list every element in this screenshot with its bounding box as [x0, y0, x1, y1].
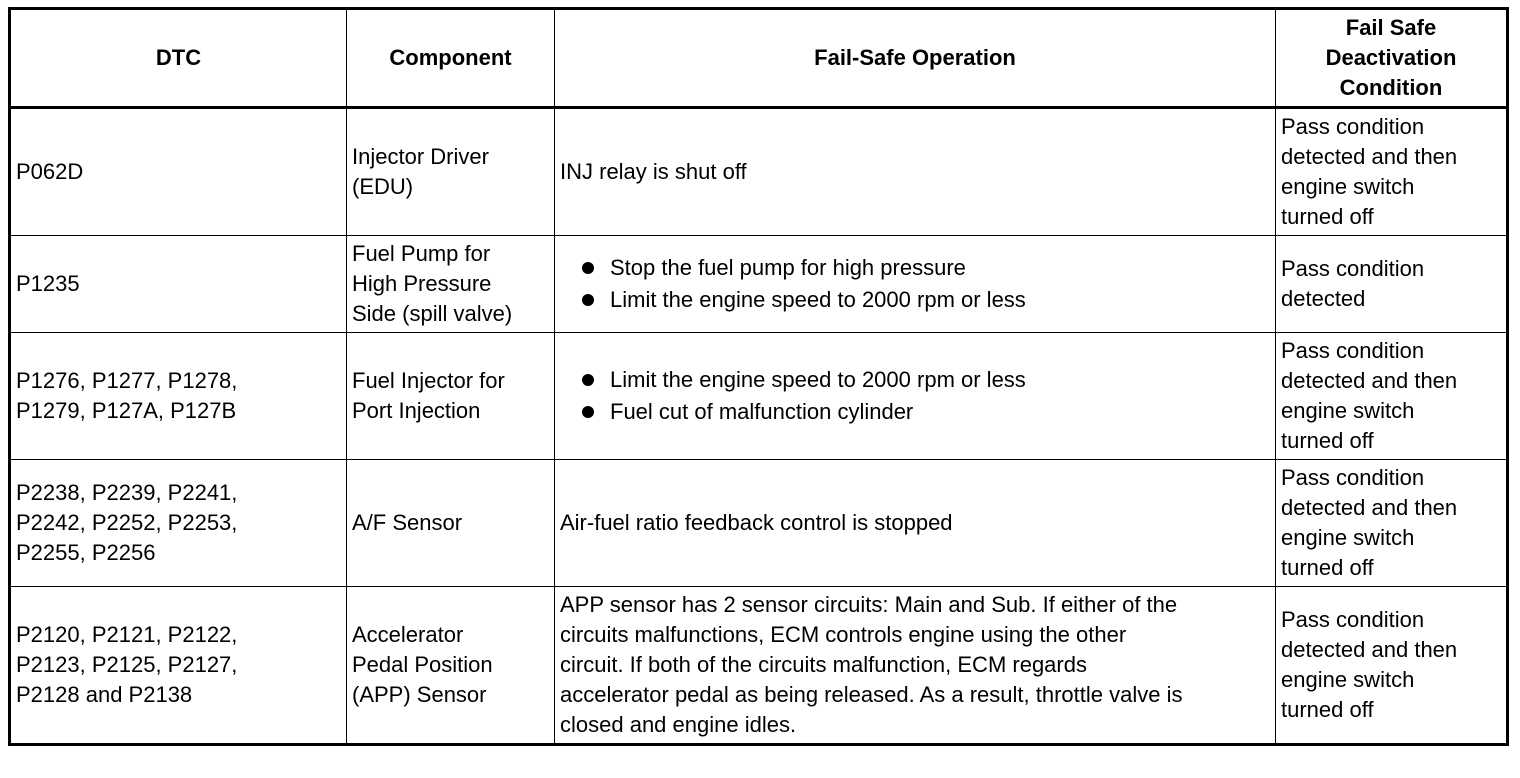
operation-cell: INJ relay is shut off	[555, 108, 1276, 236]
operation-cell	[555, 333, 1276, 460]
fail-safe-table	[8, 7, 1509, 746]
operation-bullet: Fuel cut of malfunction cylinder	[580, 396, 1270, 428]
table-row	[10, 333, 1508, 460]
operation-bullet-list	[560, 364, 1270, 428]
component-cell: Injector Driver (EDU)	[347, 108, 555, 236]
dtc-cell: P1276, P1277, P1278, P1279, P127A, P127B	[10, 333, 347, 460]
deactivation-cell: Pass condition detected and then engine switch turned off	[1276, 108, 1508, 236]
operation-cell: Air-fuel ratio feedback control is stopped	[555, 460, 1276, 587]
table-row	[10, 460, 1508, 587]
dtc-cell: P2238, P2239, P2241, P2242, P2252, P2253, P2255, P2256	[10, 460, 347, 587]
header-component: Component	[347, 9, 555, 108]
deactivation-cell: Pass condition detected and then engine switch turned off	[1276, 460, 1508, 587]
operation-cell: APP sensor has 2 sensor circuits: Main and Sub. If either of the circuits malfunctions, ECM controls engine using the other circuit. If both of the circuits malfunction, ECM regards accelerator pedal as being released. As a result, throttle valve is closed and engine idles.	[555, 587, 1276, 745]
operation-bullet: Limit the engine speed to 2000 rpm or less	[580, 284, 1270, 316]
dtc-cell: P2120, P2121, P2122, P2123, P2125, P2127, P2128 and P2138	[10, 587, 347, 745]
dtc-cell: P1235	[10, 236, 347, 333]
operation-bullet: Limit the engine speed to 2000 rpm or less	[580, 364, 1270, 396]
component-cell: Accelerator Pedal Position (APP) Sensor	[347, 587, 555, 745]
header-fail-safe-operation: Fail-Safe Operation	[555, 9, 1276, 108]
deactivation-cell: Pass condition detected	[1276, 236, 1508, 333]
table-row	[10, 108, 1508, 236]
operation-bullet: Stop the fuel pump for high pressure	[580, 252, 1270, 284]
component-cell: Fuel Pump for High Pressure Side (spill valve)	[347, 236, 555, 333]
component-cell: A/F Sensor	[347, 460, 555, 587]
table-row	[10, 236, 1508, 333]
header-row	[10, 9, 1508, 108]
header-dtc: DTC	[10, 9, 347, 108]
deactivation-cell: Pass condition detected and then engine switch turned off	[1276, 587, 1508, 745]
dtc-cell: P062D	[10, 108, 347, 236]
operation-bullet-list	[560, 252, 1270, 316]
component-cell: Fuel Injector for Port Injection	[347, 333, 555, 460]
table-row	[10, 587, 1508, 745]
deactivation-cell: Pass condition detected and then engine switch turned off	[1276, 333, 1508, 460]
header-deactivation-condition: Fail Safe Deactivation Condition	[1276, 9, 1508, 108]
operation-cell	[555, 236, 1276, 333]
